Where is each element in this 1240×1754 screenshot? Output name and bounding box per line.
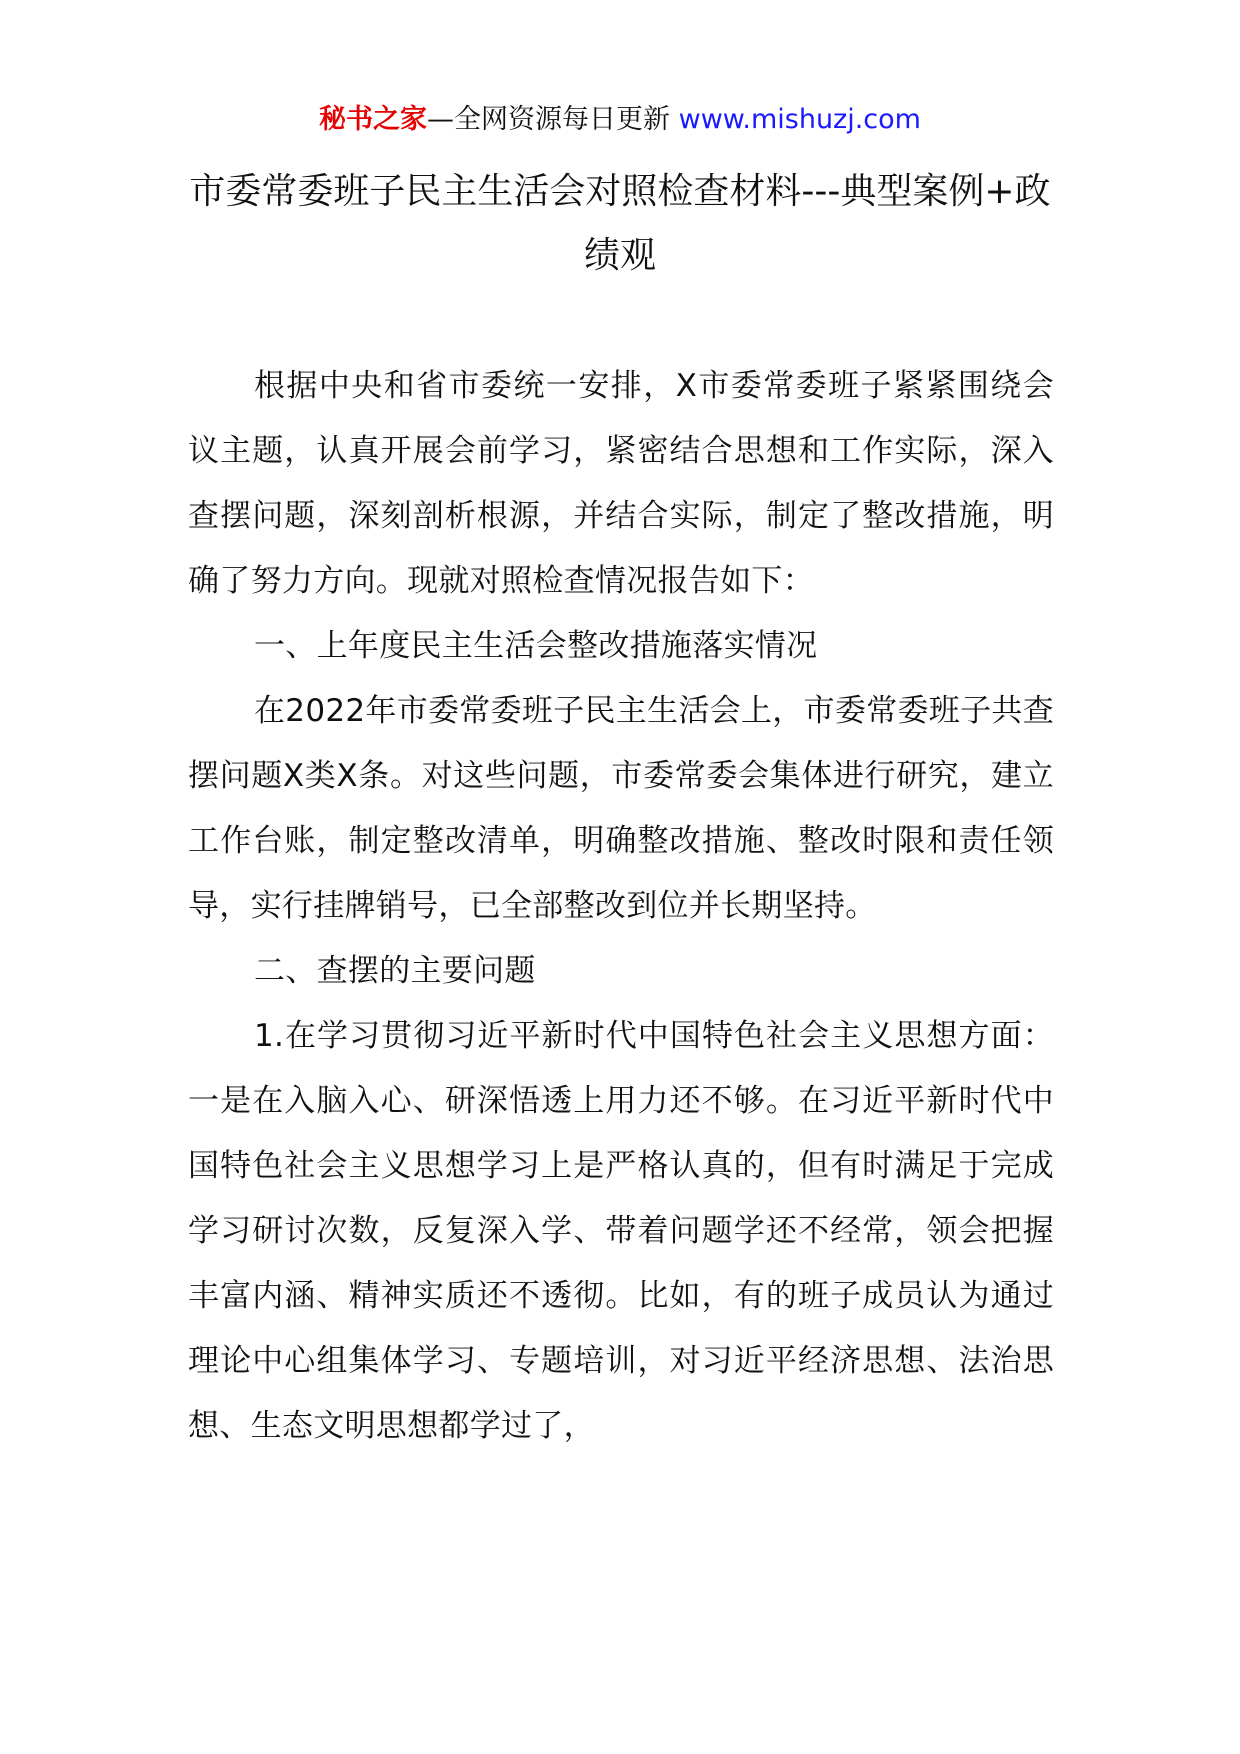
header-tagline: —全网资源每日更新 [427, 104, 671, 135]
site-url-link[interactable]: www.mishuzj.com [678, 104, 921, 135]
section-2-paragraph: 1.在学习贯彻习近平新时代中国特色社会主义思想方面：一是在入脑入心、研深悟透上用力还不够。在习近平新时代中国特色社会主义思想学习上是严格认真的，但有时满足于完成学习研讨次数，反复深入学、带着问题学还不经常，领会把握丰富内涵、精神实质还不透彻。比如，有的班子成员认为通过理论中心组集体学习、专题培训，对习近平经济思想、法治思想、生态文明思想都学过了， [188, 1018, 1054, 1444]
brand-name: 秘书之家 [319, 104, 428, 135]
section-1-paragraph: 在2022年市委常委班子民主生活会上，市委常委班子共查摆问题X类X条。对这些问题，市委常委会集体进行研究，建立工作台账，制定整改清单，明确整改措施、整改时限和责任领导，实行挂牌销号，已全部整改到位并长期坚持。 [188, 693, 1054, 924]
document-body [188, 354, 1054, 1459]
section-heading-1: 一、上年度民主生活会整改措施落实情况 [254, 628, 818, 664]
section-heading-2: 二、查摆的主要问题 [254, 953, 536, 989]
site-header [0, 100, 1240, 140]
document-title: 市委常委班子民主生活会对照检查材料---典型案例+政绩观 [189, 171, 1051, 276]
intro-paragraph: 根据中央和省市委统一安排，X市委常委班子紧紧围绕会议主题，认真开展会前学习，紧密结合思想和工作实际，深入查摆问题，深刻剖析根源，并结合实际，制定了整改措施，明确了努力方向。现就对照检查情况报告如下： [188, 368, 1054, 599]
